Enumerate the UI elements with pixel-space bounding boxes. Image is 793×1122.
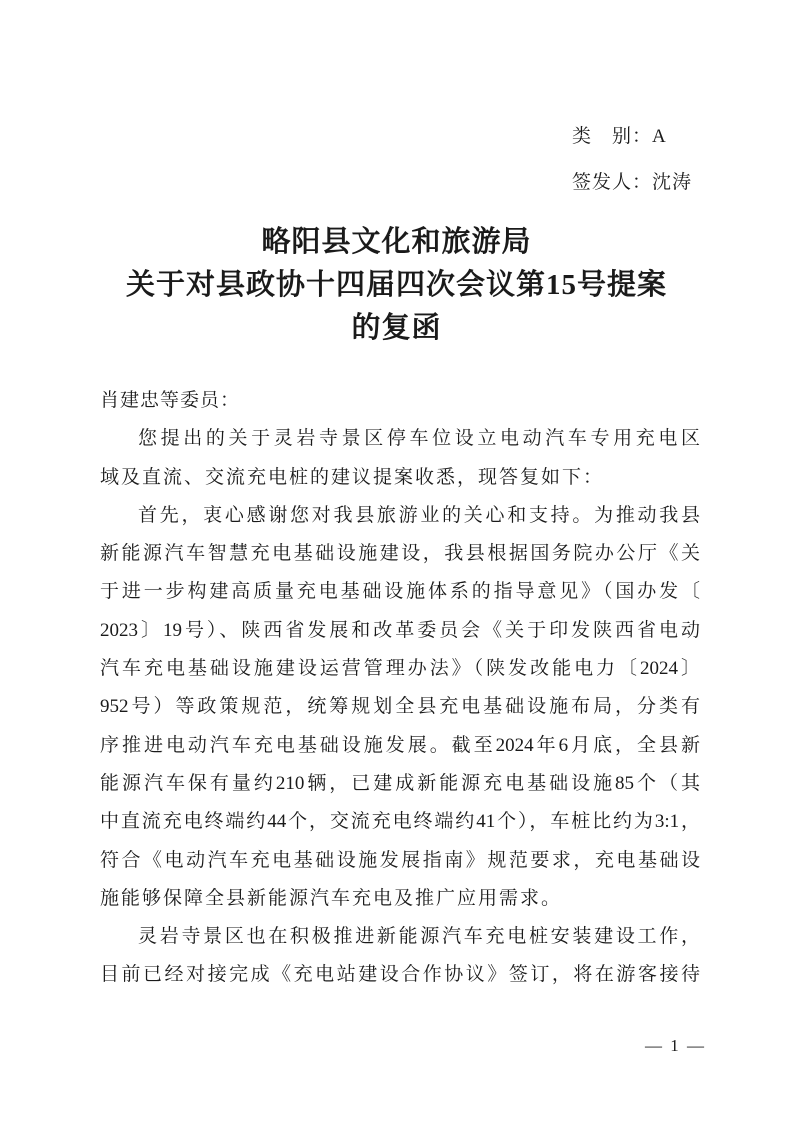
body-line: 灵岩寺景区也在积极推进新能源汽车充电桩安装建设工作， <box>138 926 700 948</box>
document-body <box>100 382 700 995</box>
body-line: 符合《电动汽车充电基础设施发展指南》规范要求，充电基础设 <box>100 849 700 871</box>
issuer-label: 签发人：沈涛 <box>572 172 693 193</box>
document-title-line-3: 的复函 <box>351 312 442 344</box>
body-line: 首先，衷心感谢您对我县旅游业的关心和支持。为推动我县 <box>138 504 700 526</box>
header-meta-block <box>572 114 692 206</box>
body-line: 汽车充电基础设施建设运营管理办法》（陕发改能电力〔2024〕 <box>100 658 700 680</box>
body-line: 新能源汽车智慧充电基础设施建设，我县根据国务院办公厅《关 <box>100 543 700 565</box>
body-line: 序推进电动汽车充电基础设施发展。截至2024年6月底，全县新 <box>100 734 700 756</box>
document-title <box>0 221 793 350</box>
salutation: 肖建忠等委员： <box>100 390 241 411</box>
document-title-line-1: 略阳县文化和旅游局 <box>261 226 532 258</box>
body-line: 能源汽车保有量约210辆，已建成新能源充电基础设施85个（其 <box>100 772 700 794</box>
body-line: 于进一步构建高质量充电基础设施体系的指导意见》（国办发〔 <box>100 581 700 603</box>
category-label: 类 别：A <box>572 126 667 147</box>
page-number: — 1 — <box>645 1036 706 1055</box>
body-line: 2023〕19号）、陕西省发展和改革委员会《关于印发陕西省电动 <box>100 619 700 641</box>
body-line: 域及直流、交流充电桩的建议提案收悉，现答复如下： <box>100 466 605 488</box>
body-line: 目前已经对接完成《充电站建设合作协议》签订，将在游客接待 <box>100 964 700 986</box>
body-line: 施能够保障全县新能源汽车充电及推广应用需求。 <box>100 887 563 909</box>
body-line: 952号）等政策规范，统筹规划全县充电基础设施布局，分类有 <box>100 696 700 718</box>
document-title-line-2: 关于对县政协十四届四次会议第15号提案 <box>125 269 667 301</box>
body-line: 中直流充电终端约44个，交流充电终端约41个），车桩比约为3:1， <box>100 811 700 833</box>
body-line: 您提出的关于灵岩寺景区停车位设立电动汽车专用充电区 <box>138 428 700 450</box>
